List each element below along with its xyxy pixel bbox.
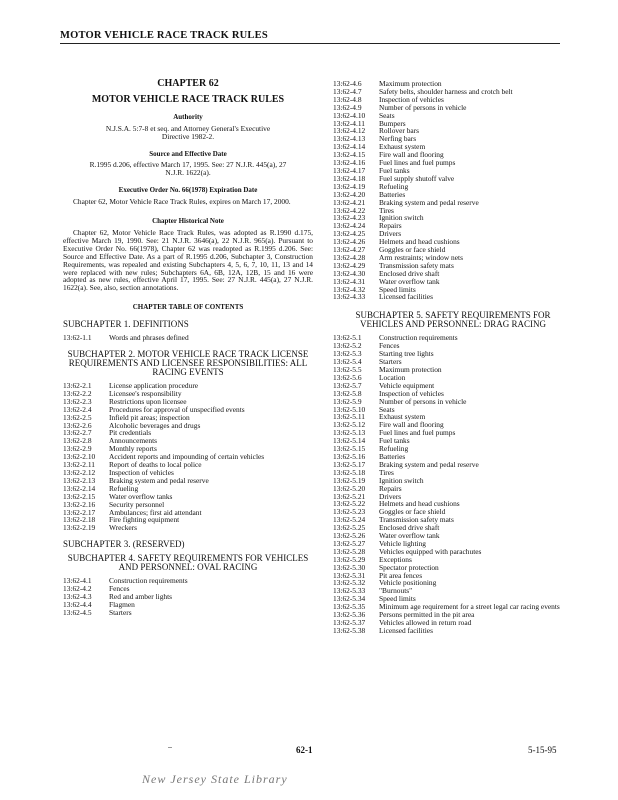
toc-row xyxy=(333,175,573,183)
toc-row xyxy=(63,390,313,398)
toc-row xyxy=(333,358,573,366)
section-title: Licensed facilities xyxy=(379,292,433,302)
section-title: Water overflow tank xyxy=(379,531,440,541)
section-number: 13:62-2.13 xyxy=(63,475,96,485)
section-title: Fuel lines and fuel pumps xyxy=(379,158,456,168)
section-number: 13:62-5.2 xyxy=(333,341,362,351)
section-title: Maximum protection xyxy=(379,79,442,88)
section-number: 13:62-5.33 xyxy=(333,586,366,596)
section-title: Ambulances; first aid attendant xyxy=(109,507,202,517)
section-title: Batteries xyxy=(379,451,406,461)
section-number: 13:62-4.16 xyxy=(333,158,366,168)
section-title: Refueling xyxy=(379,444,409,454)
section-number: 13:62-5.3 xyxy=(333,349,362,359)
section-title: Repairs xyxy=(379,483,402,493)
section-number: 13:62-4.32 xyxy=(333,284,366,294)
section-number: 13:62-5.17 xyxy=(333,459,366,469)
toc-row xyxy=(63,593,313,601)
authority-heading: Authority xyxy=(173,112,203,121)
toc-row xyxy=(333,112,573,120)
section-number: 13:62-5.20 xyxy=(333,483,366,493)
toc-row xyxy=(63,477,313,485)
section-number: 13:62-4.25 xyxy=(333,229,366,239)
section-number: 13:62-2.14 xyxy=(63,483,96,493)
section-title: Starters xyxy=(379,357,402,367)
section-title: Enclosed drive shaft xyxy=(379,523,440,533)
toc-row xyxy=(333,485,573,493)
toc-row xyxy=(333,262,573,270)
section-number: 13:62-2.9 xyxy=(63,444,92,454)
section-number: 13:62-5.5 xyxy=(333,365,362,374)
toc-row xyxy=(333,548,573,556)
section-number: 13:62-5.21 xyxy=(333,491,366,501)
section-number: 13:62-4.30 xyxy=(333,268,366,278)
page-number: 62-1 xyxy=(296,745,313,755)
section-number: 13:62-4.28 xyxy=(333,252,366,262)
section-title: Rollover bars xyxy=(379,126,420,136)
section-number: 13:62-4.3 xyxy=(63,592,92,602)
toc-row xyxy=(63,334,313,342)
subchapter-5-heading: SUBCHAPTER 5. SAFETY REQUIREMENTS FOR VEHICLES AND PERSONNEL: DRAG RACING xyxy=(355,310,551,330)
section-title: Ignition switch xyxy=(379,475,424,485)
section-number: 13:62-2.11 xyxy=(63,460,95,470)
toc-row xyxy=(333,477,573,485)
section-title: Restrictions upon licensee xyxy=(109,396,187,406)
section-number: 13:62-2.2 xyxy=(63,388,92,398)
section-number: 13:62-5.10 xyxy=(333,404,366,414)
subchapter-4-list-continued xyxy=(333,80,573,301)
section-number: 13:62-4.13 xyxy=(333,134,366,144)
section-title: Vehicle positioning xyxy=(379,578,437,588)
section-number: 13:62-4.4 xyxy=(63,599,92,609)
chapter-number: CHAPTER 62 xyxy=(157,78,219,89)
section-title: Procedures for approval of unspecified events xyxy=(109,404,245,414)
toc-row xyxy=(333,207,573,215)
toc-row xyxy=(333,350,573,358)
source-heading: Source and Effective Date xyxy=(149,149,227,158)
section-title: Ignition switch xyxy=(379,213,424,223)
section-title: Vehicle lighting xyxy=(379,538,427,548)
section-number: 13:62-5.26 xyxy=(333,531,366,541)
section-title: Refueling xyxy=(379,181,409,191)
toc-row xyxy=(333,579,573,587)
toc-row xyxy=(333,429,573,437)
section-number: 13:62-5.4 xyxy=(333,357,362,367)
section-title: Fire wall and flooring xyxy=(379,420,444,430)
section-title: Flagmen xyxy=(109,599,135,609)
section-title: Minimum age requirement for a street legal car racing events xyxy=(379,602,560,612)
section-title: Arm restraints; window nets xyxy=(379,252,463,262)
section-title: Exhaust system xyxy=(379,142,426,152)
section-number: 13:62-5.13 xyxy=(333,428,366,438)
section-title: Transmission safety mats xyxy=(379,260,454,270)
section-number: 13:62-4.33 xyxy=(333,292,366,302)
section-title: Pit area fences xyxy=(379,570,423,580)
toc-row xyxy=(333,120,573,128)
toc-row xyxy=(333,278,573,286)
header-rule xyxy=(60,43,560,44)
toc-row xyxy=(333,286,573,294)
section-number: 13:62-4.24 xyxy=(333,221,366,231)
section-title: Repairs xyxy=(379,221,402,231)
subchapter-4-list xyxy=(63,577,313,617)
section-number: 13:62-5.35 xyxy=(333,602,366,612)
section-title: Braking system and pedal reserve xyxy=(109,475,209,485)
section-title: Speed limits xyxy=(379,284,416,294)
section-number: 13:62-4.7 xyxy=(333,86,362,96)
section-title: Security personnel xyxy=(109,499,165,509)
section-number: 13:62-2.18 xyxy=(63,515,96,525)
source-text: R.1995 d.206, effective March 17, 1995. See: 27 N.J.R. 445(a), 27 N.J.R. 1622(a). xyxy=(89,160,287,178)
subchapter-3-heading: SUBCHAPTER 3. (RESERVED) xyxy=(63,539,185,550)
section-number: 13:62-5.31 xyxy=(333,570,366,580)
toc-row xyxy=(333,413,573,421)
toc-row xyxy=(63,509,313,517)
toc-heading: CHAPTER TABLE OF CONTENTS xyxy=(132,303,244,312)
toc-row xyxy=(63,437,313,445)
section-number: 13:62-2.19 xyxy=(63,523,96,533)
section-number: 13:62-5.38 xyxy=(333,625,366,635)
toc-row xyxy=(333,88,573,96)
section-number: 13:62-2.1 xyxy=(63,381,92,391)
section-title: Drivers xyxy=(379,491,402,501)
section-title: Speed limits xyxy=(379,594,416,604)
toc-row xyxy=(333,143,573,151)
toc-row xyxy=(333,469,573,477)
toc-row xyxy=(63,609,313,617)
section-title: Inspection of vehicles xyxy=(379,94,444,104)
section-title: Tires xyxy=(379,205,394,215)
section-title: Exceptions xyxy=(379,554,412,564)
history-heading: Chapter Historical Note xyxy=(152,217,224,226)
toc-row xyxy=(333,183,573,191)
section-title: Alcoholic beverages and drugs xyxy=(109,420,201,430)
section-title: Vehicles allowed in return road xyxy=(379,618,472,627)
section-title: Maximum protection xyxy=(379,365,442,374)
section-title: Inspection of vehicles xyxy=(109,468,174,477)
section-number: 13:62-2.12 xyxy=(63,468,96,477)
chapter-title: MOTOR VEHICLE RACE TRACK RULES xyxy=(91,93,285,105)
section-number: 13:62-5.18 xyxy=(333,467,366,477)
section-title: Monthly reports xyxy=(109,444,157,454)
section-number: 13:62-5.27 xyxy=(333,538,366,548)
section-number: 13:62-5.7 xyxy=(333,380,362,390)
toc-row xyxy=(63,382,313,390)
section-title: Bumpers xyxy=(379,118,406,128)
toc-row xyxy=(333,135,573,143)
right-column xyxy=(333,80,573,635)
section-number: 13:62-4.21 xyxy=(333,197,366,207)
toc-row xyxy=(333,627,573,635)
history-text: Chapter 62, Motor Vehicle Race Track Rules, was adopted as R.1990 d.175, effective March 19, 1990. See: 21 N.J.R. 3646(a), 22 N.J.R. 965(a). Pursuant to Executive Order No. 66(1978), Chapter 62 was readopted as R.1995 d.206. See: Source and Effective Date. As a part of R.1995 d.206, Subchapter 3, Construction Requirements, was repealed and existing Subchapters 4, 5, 6, 7, 10, 11, 13 and 14 were replaced with new rules; Subchapters 6A, 6B, 12A, 12B, 15 and 16 were adopted as new rules, effective April 17, 1995. See: 27 N.J.R. 445(a), 27 N.J.R. 1622(a). See, also, section annotations. xyxy=(63,227,313,293)
toc-row xyxy=(63,485,313,493)
section-title: Refueling xyxy=(109,483,139,493)
stray-mark xyxy=(168,747,172,748)
section-title: Fuel lines and fuel pumps xyxy=(379,428,456,438)
section-number: 13:62-4.20 xyxy=(333,189,366,199)
toc-row xyxy=(333,564,573,572)
running-header: MOTOR VEHICLE RACE TRACK RULES xyxy=(60,30,268,41)
toc-row xyxy=(333,437,573,445)
section-number: 13:62-5.11 xyxy=(333,412,365,422)
section-title: Fuel supply shutoff valve xyxy=(379,173,455,183)
section-title: Licensee's responsibility xyxy=(109,388,182,398)
section-number: 13:62-5.14 xyxy=(333,436,366,446)
section-title: Safety belts, shoulder harness and crotch belt xyxy=(379,86,513,96)
section-number: 13:62-5.15 xyxy=(333,444,366,454)
toc-row xyxy=(333,293,573,301)
toc-row xyxy=(333,238,573,246)
section-number: 13:62-4.22 xyxy=(333,205,366,215)
toc-row xyxy=(333,199,573,207)
section-title: Construction requirements xyxy=(109,576,188,586)
section-title: Infield pit areas; inspection xyxy=(109,412,190,422)
toc-row xyxy=(333,619,573,627)
section-title: Nerfing bars xyxy=(379,134,417,144)
section-number: 13:62-4.14 xyxy=(333,142,366,152)
section-title: Number of persons in vehicle xyxy=(379,102,467,112)
section-title: Construction requirements xyxy=(379,333,458,343)
section-number: 13:62-5.8 xyxy=(333,388,362,398)
toc-row xyxy=(333,214,573,222)
section-title: Batteries xyxy=(379,189,406,199)
section-number: 13:62-4.11 xyxy=(333,118,365,128)
section-title: Pit credentials xyxy=(109,428,152,438)
section-number: 13:62-1.1 xyxy=(63,333,92,343)
section-number: 13:62-4.8 xyxy=(333,94,362,104)
section-number: 13:62-5.24 xyxy=(333,515,366,525)
toc-row xyxy=(333,382,573,390)
page-date: 5-15-95 xyxy=(528,745,557,755)
section-number: 13:62-5.32 xyxy=(333,578,366,588)
section-number: 13:62-5.29 xyxy=(333,554,366,564)
section-number: 13:62-4.19 xyxy=(333,181,366,191)
subchapter-2-list xyxy=(63,382,313,532)
toc-row xyxy=(333,556,573,564)
toc-row xyxy=(63,493,313,501)
section-title: Transmission safety mats xyxy=(379,515,454,525)
toc-row xyxy=(333,406,573,414)
toc-row xyxy=(333,445,573,453)
section-title: "Burnouts" xyxy=(379,586,413,596)
section-title: Water overflow tanks xyxy=(109,491,173,501)
section-number: 13:62-5.19 xyxy=(333,475,366,485)
toc-row xyxy=(333,366,573,374)
section-number: 13:62-2.10 xyxy=(63,452,96,462)
toc-row xyxy=(333,461,573,469)
subchapter-4-heading: SUBCHAPTER 4. SAFETY REQUIREMENTS FOR VEHICLES AND PERSONNEL: OVAL RACING xyxy=(67,553,309,573)
toc-row xyxy=(333,159,573,167)
section-title: Red and amber lights xyxy=(109,592,173,602)
section-title: Words and phrases defined xyxy=(109,333,189,343)
section-number: 13:62-4.12 xyxy=(333,126,366,136)
section-title: Starters xyxy=(109,607,132,617)
toc-row xyxy=(333,398,573,406)
section-number: 13:62-4.1 xyxy=(63,576,92,586)
subchapter-1-list xyxy=(63,334,313,342)
section-title: Inspection of vehicles xyxy=(379,388,444,398)
library-stamp: New Jersey State Library xyxy=(142,772,288,786)
section-title: Fuel tanks xyxy=(379,165,410,175)
subchapter-5-list xyxy=(333,334,573,634)
toc-row xyxy=(63,422,313,430)
toc-row xyxy=(333,342,573,350)
section-number: 13:62-4.6 xyxy=(333,79,362,88)
section-number: 13:62-5.16 xyxy=(333,451,366,461)
toc-row xyxy=(63,585,313,593)
section-number: 13:62-4.17 xyxy=(333,165,366,175)
section-title: License application procedure xyxy=(109,381,199,391)
section-number: 13:62-5.25 xyxy=(333,523,366,533)
toc-row xyxy=(333,524,573,532)
section-number: 13:62-4.10 xyxy=(333,110,366,120)
section-title: Braking system and pedal reserve xyxy=(379,197,479,207)
toc-row xyxy=(333,374,573,382)
section-title: Location xyxy=(379,372,406,382)
section-number: 13:62-5.37 xyxy=(333,618,366,627)
section-number: 13:62-2.3 xyxy=(63,396,92,406)
section-title: Seats xyxy=(379,404,395,414)
section-number: 13:62-4.23 xyxy=(333,213,366,223)
section-title: Vehicles equipped with parachutes xyxy=(379,546,482,556)
section-number: 13:62-2.5 xyxy=(63,412,92,422)
section-number: 13:62-4.31 xyxy=(333,276,366,286)
section-title: Fuel tanks xyxy=(379,436,410,446)
section-number: 13:62-2.16 xyxy=(63,499,96,509)
left-column xyxy=(63,78,313,617)
section-number: 13:62-5.34 xyxy=(333,594,366,604)
section-number: 13:62-4.9 xyxy=(333,102,362,112)
section-number: 13:62-2.7 xyxy=(63,428,92,438)
toc-row xyxy=(333,572,573,580)
section-title: Water overflow tank xyxy=(379,276,440,286)
section-number: 13:62-5.23 xyxy=(333,507,366,517)
section-title: Announcements xyxy=(109,436,158,446)
toc-row xyxy=(333,532,573,540)
section-number: 13:62-5.6 xyxy=(333,372,362,382)
toc-row xyxy=(333,270,573,278)
section-title: Helmets and head cushions xyxy=(379,237,460,247)
section-title: Licensed facilities xyxy=(379,625,433,635)
section-number: 13:62-5.12 xyxy=(333,420,366,430)
section-title: Wreckers xyxy=(109,523,138,533)
section-number: 13:62-4.15 xyxy=(333,150,366,160)
section-number: 13:62-4.26 xyxy=(333,237,366,247)
section-title: Vehicle equipment xyxy=(379,380,435,390)
section-number: 13:62-4.29 xyxy=(333,260,366,270)
section-title: Enclosed drive shaft xyxy=(379,268,440,278)
section-number: 13:62-5.9 xyxy=(333,396,362,406)
section-title: Persons permitted in the pit area xyxy=(379,610,475,620)
toc-row xyxy=(333,334,573,342)
section-number: 13:62-2.8 xyxy=(63,436,92,446)
section-title: Tires xyxy=(379,467,394,477)
section-title: Fire fighting equipment xyxy=(109,515,180,525)
section-number: 13:62-5.36 xyxy=(333,610,366,620)
toc-row xyxy=(63,601,313,609)
toc-row xyxy=(63,429,313,437)
section-number: 13:62-2.4 xyxy=(63,404,92,414)
toc-row xyxy=(333,127,573,135)
section-title: Seats xyxy=(379,110,395,120)
section-title: Goggles or face shield xyxy=(379,245,446,255)
section-title: Goggles or face shield xyxy=(379,507,446,517)
section-title: Number of persons in vehicle xyxy=(379,396,467,406)
toc-row xyxy=(63,461,313,469)
toc-row xyxy=(333,500,573,508)
toc-row xyxy=(333,104,573,112)
toc-row xyxy=(63,524,313,532)
toc-row xyxy=(63,577,313,585)
section-number: 13:62-2.15 xyxy=(63,491,96,501)
section-title: Accident reports and impounding of certain vehicles xyxy=(109,452,265,462)
section-title: Fences xyxy=(379,341,400,351)
section-title: Spectator protection xyxy=(379,562,439,572)
section-number: 13:62-4.5 xyxy=(63,607,92,617)
exec-order-heading: Executive Order No. 66(1978) Expiration Date xyxy=(118,186,258,195)
section-title: Drivers xyxy=(379,229,402,239)
toc-row xyxy=(333,587,573,595)
section-title: Fences xyxy=(109,584,130,594)
section-title: Fire wall and flooring xyxy=(379,150,444,160)
section-number: 13:62-5.28 xyxy=(333,546,366,556)
toc-row xyxy=(333,222,573,230)
subchapter-2-heading: SUBCHAPTER 2. MOTOR VEHICLE RACE TRACK LICENSE REQUIREMENTS AND LICENSEE RESPONSIBILITIES: ALL RACING EVENTS xyxy=(67,349,309,378)
section-title: Exhaust system xyxy=(379,412,426,422)
section-number: 13:62-5.22 xyxy=(333,499,366,509)
section-title: Helmets and head cushions xyxy=(379,499,460,509)
exec-order-text: Chapter 62, Motor Vehicle Race Track Rules, expires on March 17, 2000. xyxy=(73,197,291,207)
authority-text: N.J.S.A. 5:7-8 et seq. and Attorney General's Executive Directive 1982-2. xyxy=(105,123,271,141)
section-title: Report of deaths to local police xyxy=(109,460,202,470)
toc-row xyxy=(63,516,313,524)
section-title: Braking system and pedal reserve xyxy=(379,459,479,469)
section-number: 13:62-2.6 xyxy=(63,420,92,430)
section-number: 13:62-4.2 xyxy=(63,584,92,594)
section-number: 13:62-5.1 xyxy=(333,333,362,343)
toc-row xyxy=(333,516,573,524)
subchapter-1-heading: SUBCHAPTER 1. DEFINITIONS xyxy=(63,319,189,330)
section-title: Starting tree lights xyxy=(379,349,434,359)
section-number: 13:62-5.30 xyxy=(333,562,366,572)
section-number: 13:62-2.17 xyxy=(63,507,96,517)
section-number: 13:62-4.27 xyxy=(333,245,366,255)
section-number: 13:62-4.18 xyxy=(333,173,366,183)
